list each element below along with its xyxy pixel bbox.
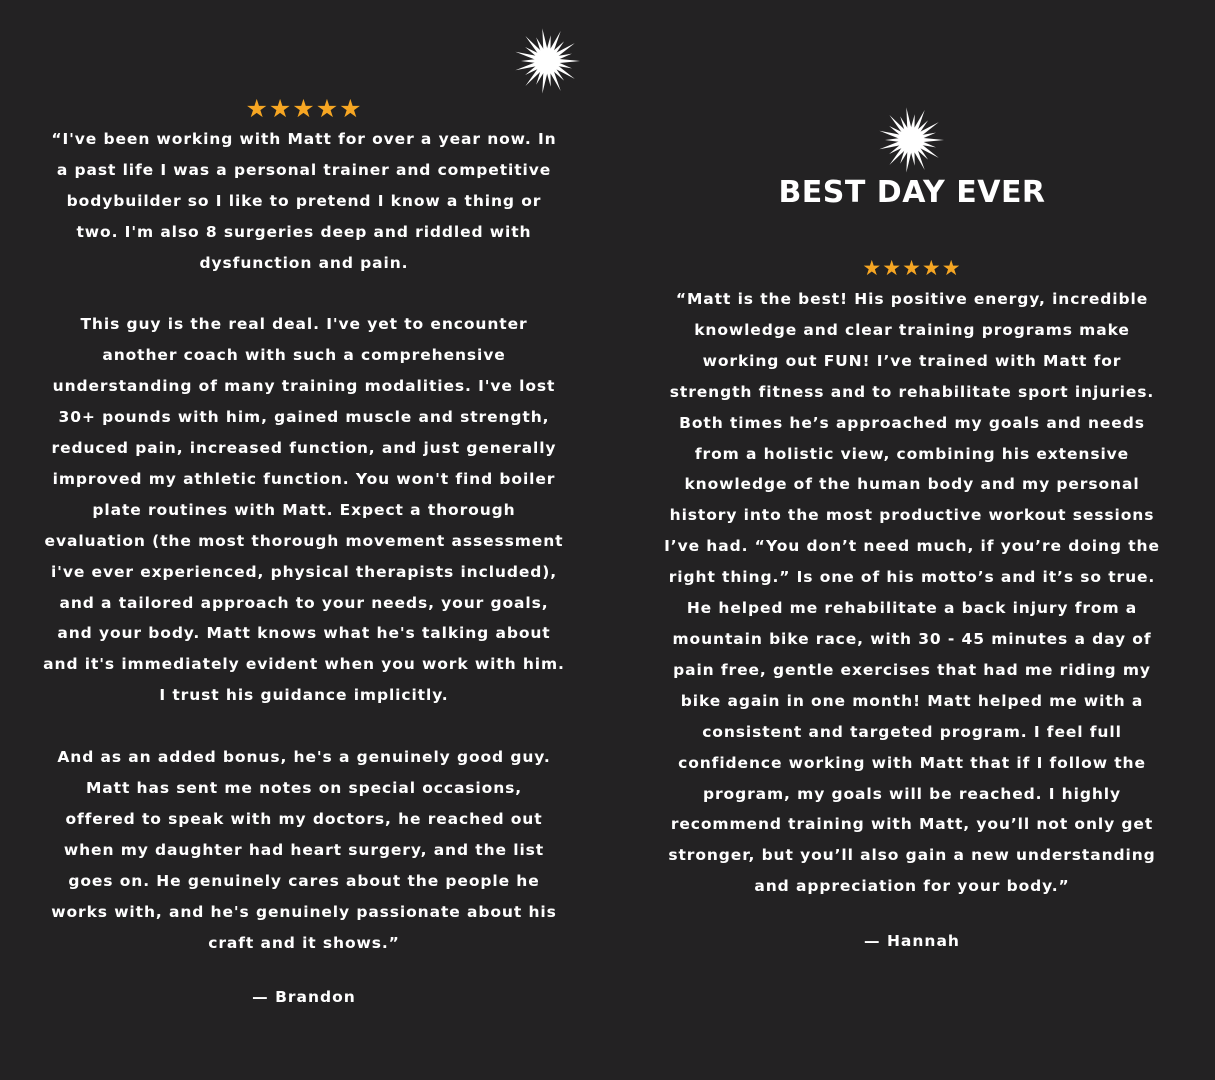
review-paragraph-2: This guy is the real deal. I've yet to encounter another coach with such a comprehensive understanding of many training modalities. I've lost 30+ pounds with him, gained muscle and strength, reduced pain, increased function, and just generally improved my athletic function. You won't find boiler plate routines with Matt. Expect a thorough evaluation (the most thorough movement assessment i've ever experienced, physical therapists included), and a tailored approach to your needs, your goals, and your body. Matt knows what he's talking about and it's immediately evident when you work with him. I trust his guidance implicitly.: [43, 315, 565, 705]
review-paragraph-1: “Matt is the best! His positive energy, incredible knowledge and clear training programs make working out FUN! I’ve trained with Matt for strength fitness and to rehabilitate sport injuries. Both times he’s approached my goals and needs from a holistic view, combining his extensive knowledge of the human body and my personal history into the most productive workout sessions I’ve had. “You don’t need much, if you’re doing the right thing.” Is one of his motto’s and it’s so true. He helped me rehabilitate a back injury from a mountain bike race, with 30 - 45 minutes a day of pain free, gentle exercises that had me riding my bike again in one month! Matt helped me with a consistent and targeted program. I feel full confidence working with Matt that if I follow the program, my goals will be reached. I highly recommend training with Matt, you’ll not only get stronger, but you’ll also gain a new understanding and appreciation for your body.”: [664, 290, 1160, 896]
five-star-rating-icon: ★★★★★: [245, 94, 363, 123]
review-paragraph-3: And as an added bonus, he's a genuinely good guy. Matt has sent me notes on special occasions, offered to speak with my doctors, he reached out when my daughter had heart surgery, and the list goes on. He genuinely cares about the people he works with, and he's genuinely passionate about his craft and it shows.”: [51, 748, 557, 952]
review-paragraph-1: “I've been working with Matt for over a year now. In a past life I was a personal trainer and competitive bodybuilder so I like to pretend I know a thing or two. I'm also 8 surgeries deep and riddled with dysfunction and pain.: [51, 130, 557, 272]
review-card-hannah: [663, 175, 1161, 951]
review-author: — Hannah: [864, 932, 960, 951]
sunburst-icon: [513, 24, 581, 98]
headline: BEST DAY EVER: [778, 175, 1046, 210]
review-author: — Brandon: [252, 988, 356, 1007]
review-card-brandon: [40, 96, 568, 1006]
sunburst-icon: [877, 103, 945, 177]
five-star-rating-icon: ★★★★★: [862, 256, 962, 280]
